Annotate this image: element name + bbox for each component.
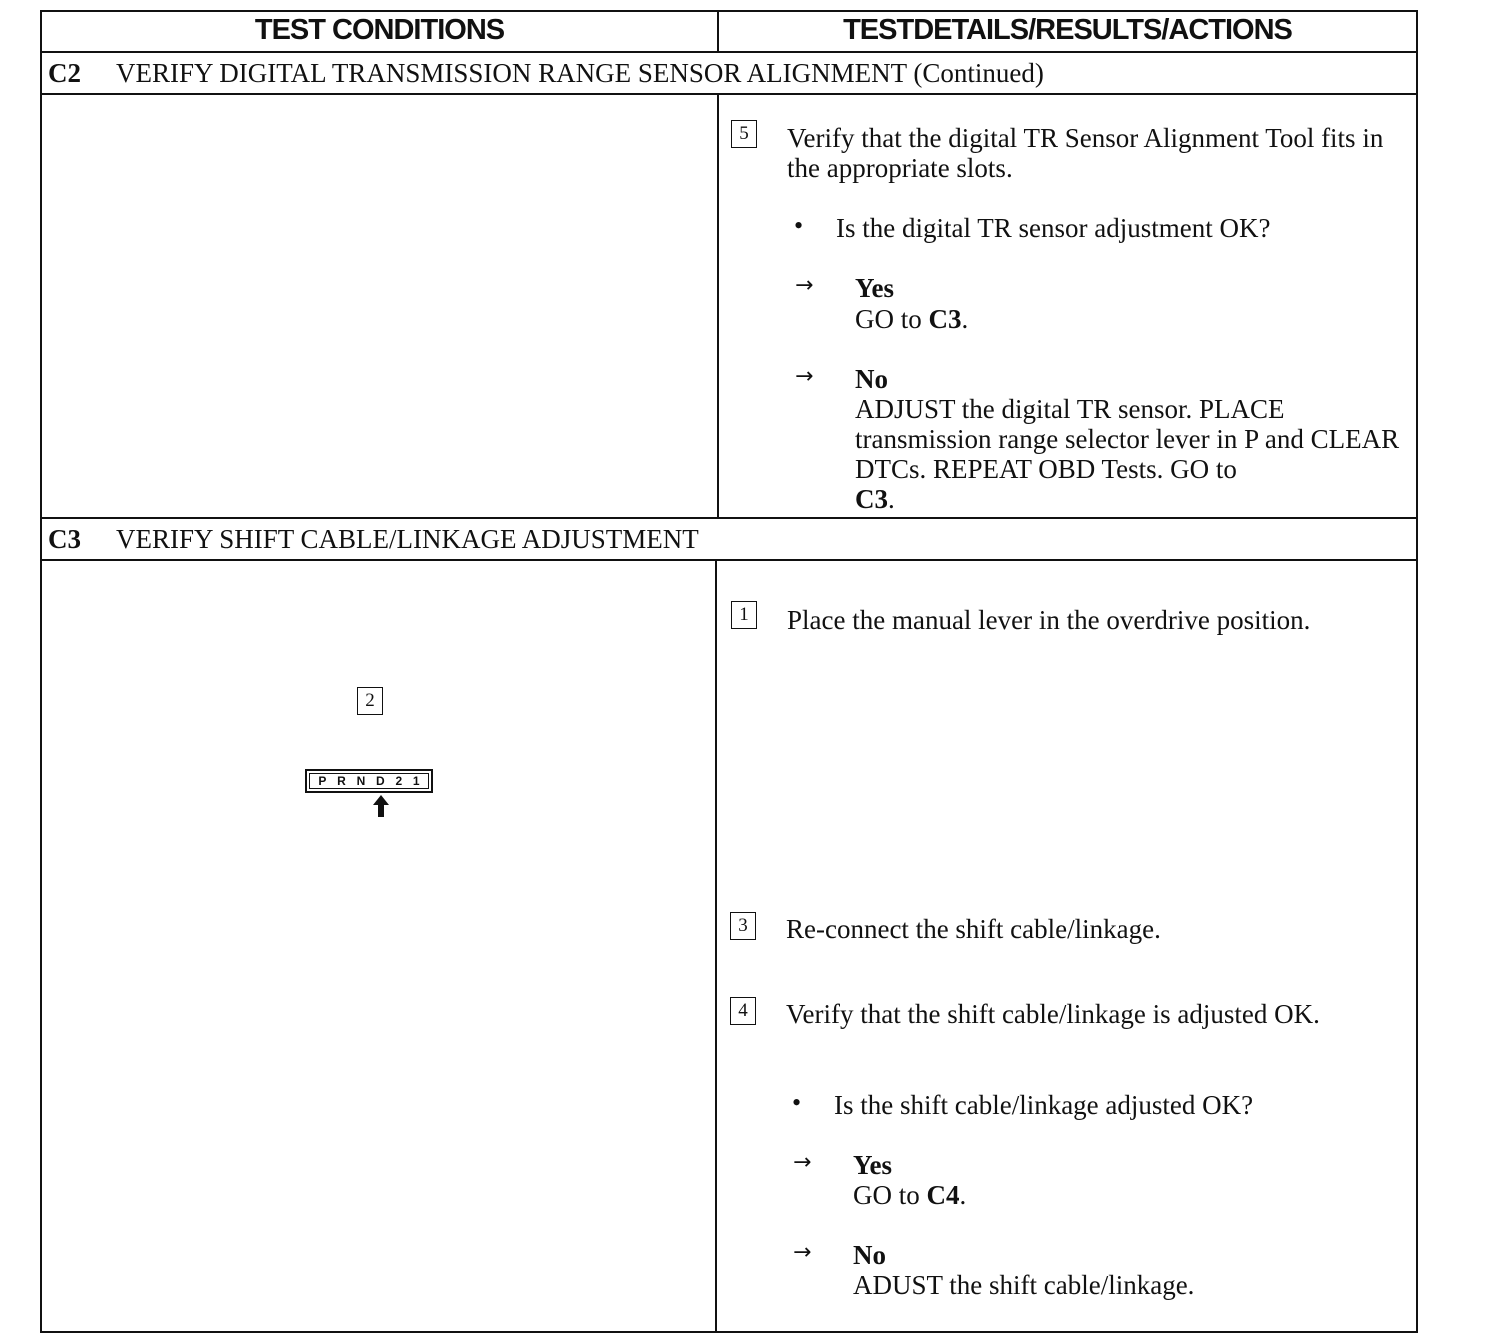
selector-position-n: N: [356, 774, 366, 788]
c2-no-label: No: [855, 364, 888, 394]
c2-code: C2: [48, 58, 81, 88]
selector-position-d: D: [376, 774, 385, 788]
c2-yes-prefix: GO to: [855, 304, 929, 334]
c3-yes-label: Yes: [853, 1150, 892, 1180]
table-left-border: [40, 10, 42, 1333]
c2-yes-target: C3: [928, 304, 962, 334]
table-right-border: [1416, 10, 1418, 1333]
c3-code: C3: [48, 524, 81, 554]
c2-title-bottom-border: [40, 93, 1418, 95]
c2-step-5-box: 5: [731, 120, 757, 148]
c3-question: Is the shift cable/linkage adjusted OK?: [834, 1090, 1254, 1120]
c3-yes-target: C4: [926, 1180, 960, 1210]
c3-section-title: [48, 524, 699, 555]
selector-position-r: R: [337, 774, 346, 788]
c2-no-arrow-icon: →: [795, 364, 814, 389]
c3-no-label: No: [853, 1240, 886, 1270]
c2-no-action: [855, 394, 1400, 514]
c3-yes-arrow-icon: →: [793, 1150, 812, 1175]
c2-column-divider: [717, 93, 719, 519]
test-conditions-header: TEST CONDITIONS: [254, 13, 505, 46]
c3-step-3-text: Re-connect the shift cable/linkage.: [786, 914, 1161, 944]
c3-title-top-border: [40, 517, 1418, 519]
c3-yes-action: [853, 1180, 966, 1210]
c2-yes-arrow-icon: →: [795, 273, 814, 298]
c2-question: Is the digital TR sensor adjustment OK?: [836, 213, 1271, 243]
selector-position-p: P: [318, 774, 327, 788]
c3-title-bottom-border: [40, 559, 1418, 561]
c2-step-5-text: Verify that the digital TR Sensor Alignment Tool fits in the appropriate slots.: [787, 123, 1384, 183]
c2-no-suffix: .: [888, 484, 895, 514]
c3-no-action: ADUST the shift cable/linkage.: [853, 1270, 1195, 1300]
c2-no-target: C3: [855, 484, 888, 514]
c3-step-4-box: 4: [730, 997, 756, 1025]
c2-question-bullet: •: [794, 211, 804, 240]
header-bottom-border: [40, 51, 1418, 53]
c3-step-1-box: 1: [731, 601, 757, 629]
selector-pointer-arrow-icon: [372, 794, 390, 818]
c3-step-1-text: Place the manual lever in the overdrive position.: [787, 605, 1311, 635]
table-bottom-border: [40, 1331, 1416, 1333]
c3-step-4-text: Verify that the shift cable/linkage is adjusted OK.: [786, 999, 1320, 1029]
c2-yes-label: Yes: [855, 273, 894, 303]
c3-step-3-box: 3: [730, 912, 756, 940]
selector-position-2: 2: [395, 774, 403, 788]
c2-yes-action: [855, 304, 968, 334]
c3-column-divider: [715, 559, 717, 1333]
test-details-header: TESTDETAILS/RESULTS/ACTIONS: [843, 13, 1292, 46]
selector-position-1: 1: [412, 774, 420, 788]
gear-selector-indicator: [305, 769, 433, 793]
c3-yes-prefix: GO to: [853, 1180, 927, 1210]
c2-no-text: ADJUST the digital TR sensor. PLACE transmission range selector lever in P and CLEAR DTCs. REPEAT OBD Tests. GO to: [855, 394, 1400, 484]
c2-yes-suffix: .: [961, 304, 969, 334]
c3-yes-suffix: .: [959, 1180, 967, 1210]
c2-title: VERIFY DIGITAL TRANSMISSION RANGE SENSOR ALIGNMENT (Continued): [116, 58, 1044, 88]
c3-no-arrow-icon: →: [793, 1240, 812, 1265]
c2-section-title: [48, 58, 1044, 89]
c3-title: VERIFY SHIFT CABLE/LINKAGE ADJUSTMENT: [116, 524, 699, 554]
c3-figure-step-2-box: 2: [357, 687, 383, 715]
c3-question-bullet: •: [792, 1088, 802, 1117]
